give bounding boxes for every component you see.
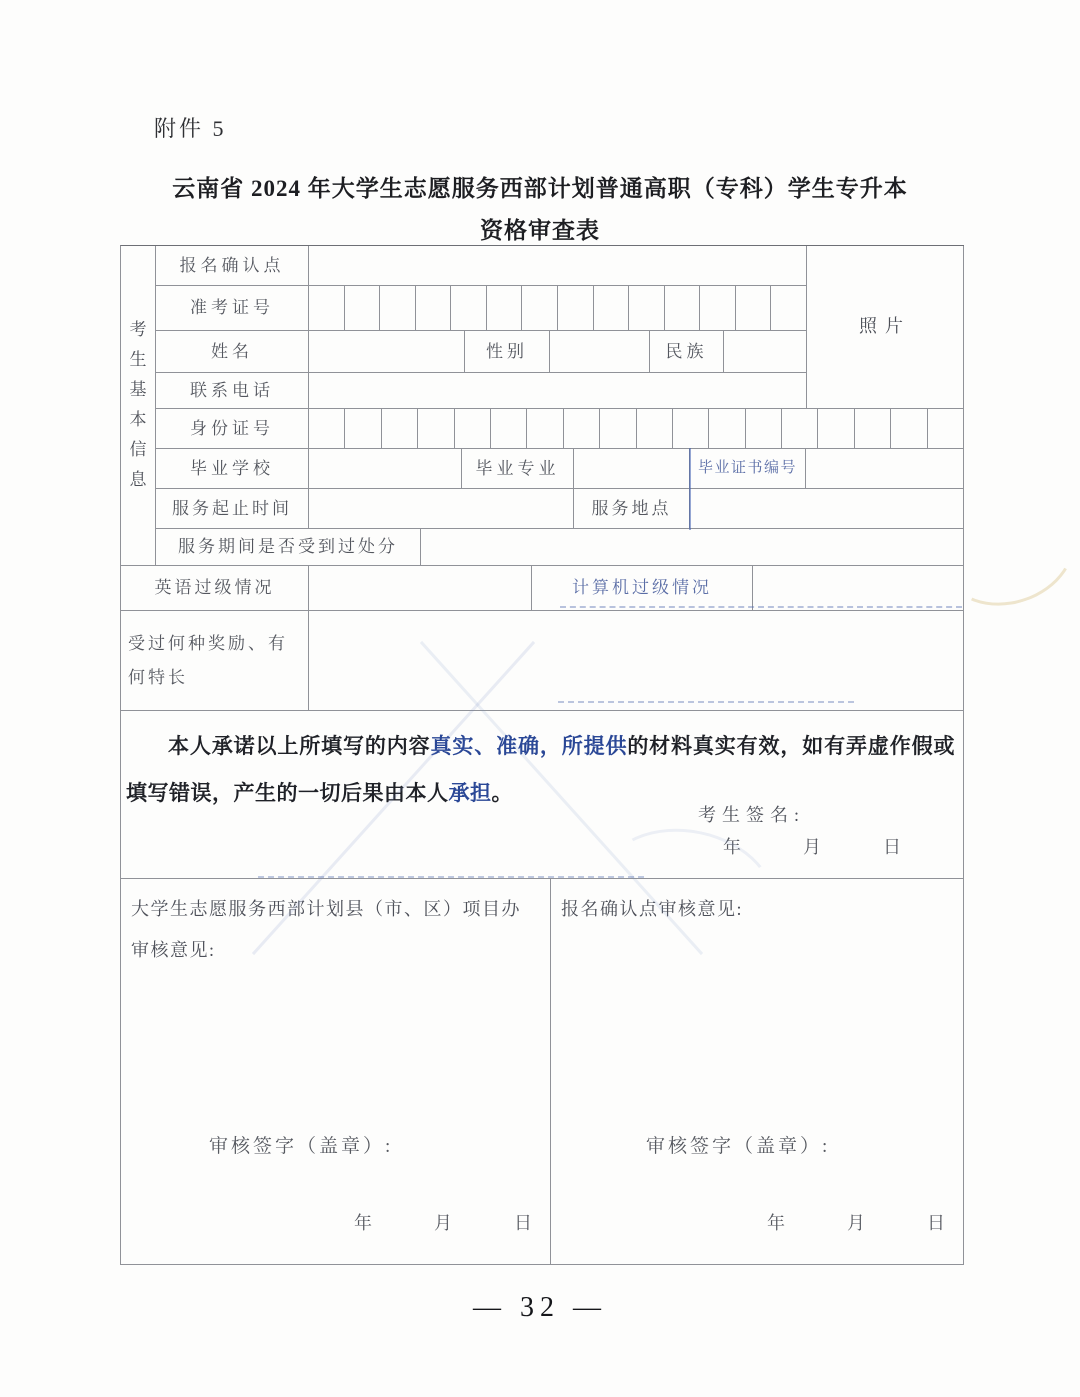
gender-label: 性别 (465, 331, 550, 373)
grad-cert-field[interactable] (806, 449, 964, 489)
grad-school-field[interactable] (309, 449, 462, 489)
phone-field[interactable] (309, 373, 807, 409)
discipline-label: 服务期间是否受到过处分 (156, 529, 421, 566)
computer-level-field[interactable] (753, 566, 964, 611)
digit-cell[interactable] (637, 409, 673, 448)
digit-cell[interactable] (418, 409, 454, 448)
grad-cert-label: 毕业证书编号 (690, 449, 806, 489)
registration-point-label: 报名确认点 (156, 246, 309, 286)
digit-cell[interactable] (527, 409, 563, 448)
grad-major-label: 毕业专业 (462, 449, 574, 489)
photo-box[interactable]: 照片 (807, 246, 964, 409)
digit-cell[interactable] (594, 286, 630, 330)
digit-cell[interactable] (522, 286, 558, 330)
digit-cell[interactable] (345, 286, 381, 330)
project-office-date-line: 年 月 日 (354, 1213, 534, 1233)
registration-point-review-cell (551, 879, 964, 1265)
digit-cell[interactable] (491, 409, 527, 448)
vertical-label-char: 考 (129, 320, 147, 340)
digit-cell[interactable] (564, 409, 600, 448)
digit-cell[interactable] (345, 409, 381, 448)
ethnicity-label: 民族 (650, 331, 724, 373)
service-period-field[interactable] (309, 489, 574, 529)
candidate-signature-label: 考生签名: (698, 805, 806, 825)
admission-ticket-label: 准考证号 (156, 286, 309, 331)
digit-cell[interactable] (818, 409, 854, 448)
digit-cell[interactable] (782, 409, 818, 448)
registration-point-review-title: 报名确认点审核意见: (561, 899, 744, 919)
digit-cell[interactable] (309, 286, 345, 330)
registration-point-field[interactable] (309, 246, 807, 286)
digit-cell[interactable] (380, 286, 416, 330)
id-number-digit-boxes[interactable] (309, 409, 964, 449)
service-place-label: 服务地点 (574, 489, 690, 529)
digit-cell[interactable] (309, 409, 345, 448)
digit-cell[interactable] (382, 409, 418, 448)
digit-cell[interactable] (451, 286, 487, 330)
digit-cell[interactable] (855, 409, 891, 448)
commitment-section (121, 711, 964, 879)
awards-label: 受过何种奖励、有何特长 (121, 611, 309, 711)
digit-cell[interactable] (558, 286, 594, 330)
vertical-label-char: 基 (129, 380, 147, 400)
commitment-text: 本人承诺以上所填写的内容真实、准确，所提供的材料真实有效，如有弄虚作假或填写错误，产生的一切后果由本人承担。 (126, 734, 956, 805)
digit-cell[interactable] (928, 409, 963, 448)
awards-field[interactable] (309, 611, 964, 711)
page-number: — 32 — (473, 1292, 607, 1323)
digit-cell[interactable] (709, 409, 745, 448)
project-office-sign-label: 审核签字（盖章）: (209, 1136, 394, 1157)
computer-level-label: 计算机过级情况 (532, 566, 753, 611)
digit-cell[interactable] (891, 409, 927, 448)
digit-cell[interactable] (771, 286, 806, 330)
candidate-info-vertical-label (121, 246, 156, 566)
digit-cell[interactable] (736, 286, 772, 330)
qualification-review-table (120, 245, 964, 1265)
grad-school-label: 毕业学校 (156, 449, 309, 489)
registration-point-sign-label: 审核签字（盖章）: (646, 1136, 831, 1157)
gender-field[interactable] (550, 331, 650, 373)
attachment-label: 附件 5 (154, 116, 227, 141)
vertical-label-char: 生 (129, 350, 147, 370)
discipline-field[interactable] (421, 529, 964, 566)
grad-major-field[interactable] (574, 449, 690, 489)
english-level-label: 英语过级情况 (121, 566, 309, 611)
digit-cell[interactable] (600, 409, 636, 448)
project-office-review-title: 大学生志愿服务西部计划县（市、区）项目办审核意见: (131, 899, 521, 961)
digit-cell[interactable] (629, 286, 665, 330)
vertical-label-char: 信 (129, 439, 147, 459)
form-title-line2: 资格审查表 (480, 218, 600, 243)
english-level-field[interactable] (309, 566, 532, 611)
registration-point-date-line: 年 月 日 (767, 1213, 947, 1233)
ethnicity-field[interactable] (724, 331, 807, 373)
form-title-line1: 云南省 2024 年大学生志愿服务西部计划普通高职（专科）学生专升本 (172, 176, 908, 201)
project-office-review-cell (121, 879, 551, 1265)
digit-cell[interactable] (455, 409, 491, 448)
admission-ticket-digit-boxes[interactable] (309, 286, 807, 331)
phone-label: 联系电话 (156, 373, 309, 409)
name-label: 姓名 (156, 331, 309, 373)
digit-cell[interactable] (416, 286, 452, 330)
service-place-field[interactable] (690, 489, 964, 529)
id-number-label: 身份证号 (156, 409, 309, 449)
vertical-label-char: 息 (129, 469, 147, 489)
digit-cell[interactable] (665, 286, 701, 330)
name-field[interactable] (309, 331, 465, 373)
vertical-label-char: 本 (129, 410, 147, 429)
digit-cell[interactable] (700, 286, 736, 330)
digit-cell[interactable] (673, 409, 709, 448)
candidate-date-line: 年 月 日 (723, 837, 903, 857)
digit-cell[interactable] (746, 409, 782, 448)
digit-cell[interactable] (487, 286, 523, 330)
service-period-label: 服务起止时间 (156, 489, 309, 529)
